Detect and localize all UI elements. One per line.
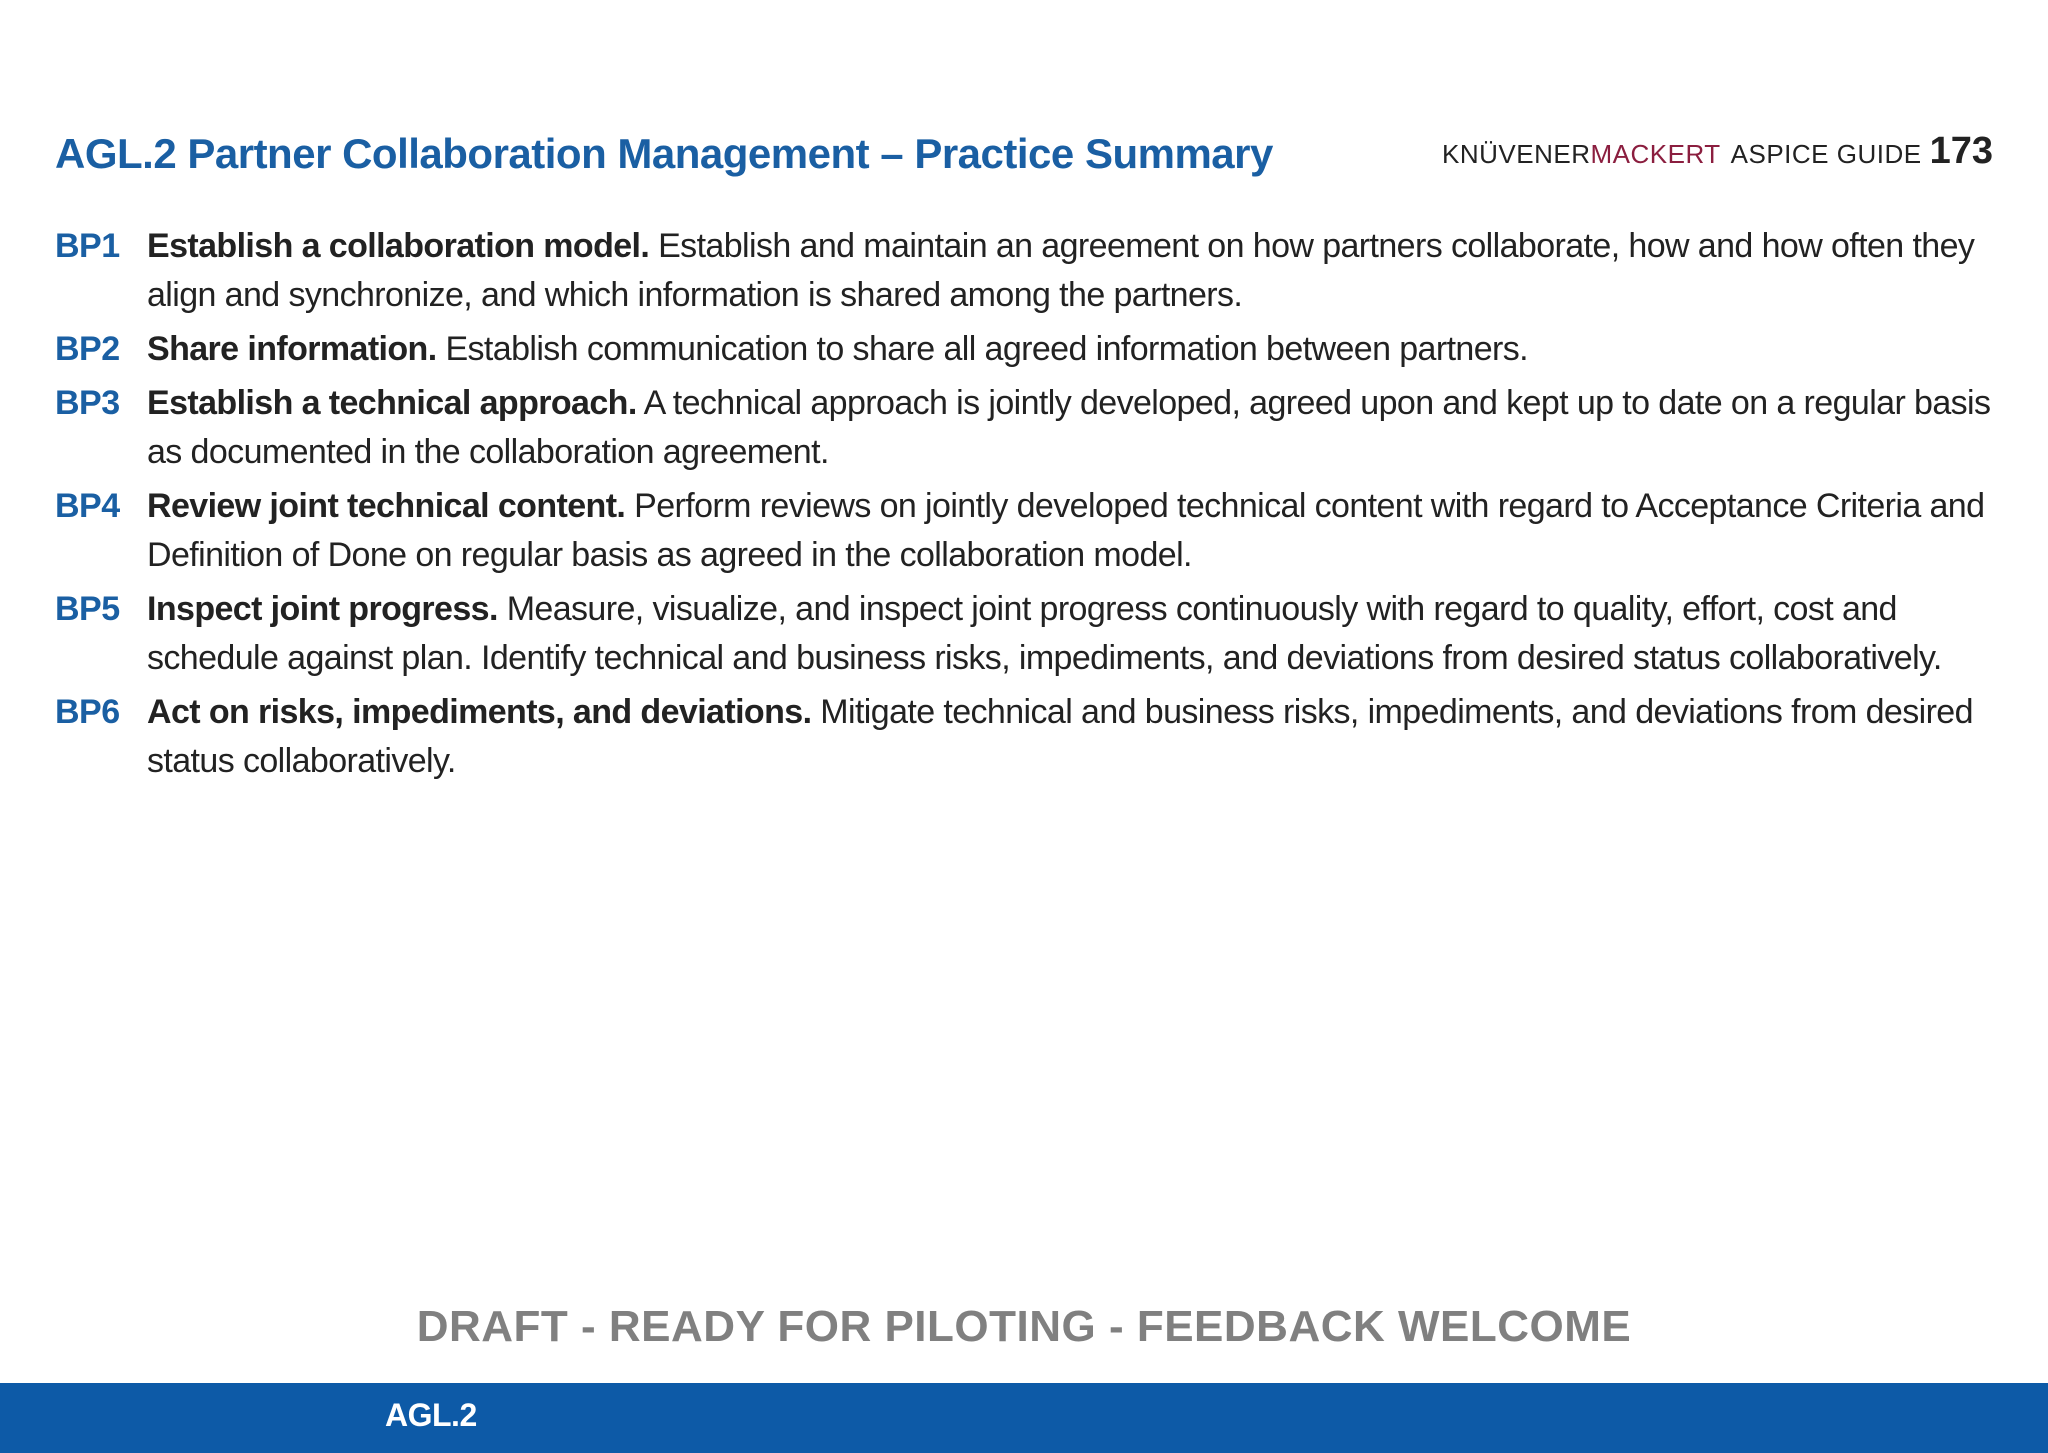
practice-title: Review joint technical content. — [147, 487, 626, 525]
practice-title: Establish a collaboration model. — [147, 227, 650, 265]
practice-item — [55, 325, 2000, 374]
practice-title: Act on risks, impediments, and deviations. — [147, 693, 812, 731]
practice-text: Establish communication to share all agreed information between partners. — [445, 330, 1529, 368]
practice-list — [55, 222, 2000, 791]
practice-description — [147, 379, 2000, 477]
practice-title: Share information. — [147, 330, 437, 368]
practice-text: A technical approach is jointly developed, agreed upon and kept up to date on a regular basis as documented in the collaboration agreement. — [147, 384, 1991, 471]
practice-item — [55, 585, 2000, 683]
practice-text: Mitigate technical and business risks, impediments, and deviations from desired status collaboratively. — [147, 693, 1973, 780]
practice-description — [147, 325, 2000, 374]
practice-item — [55, 482, 2000, 580]
practice-id: BP1 — [55, 227, 120, 265]
practice-item — [55, 379, 2000, 477]
practice-id: BP6 — [55, 693, 120, 731]
practice-id: BP3 — [55, 384, 120, 422]
practice-description — [147, 585, 2000, 683]
practice-id: BP5 — [55, 590, 120, 628]
practice-item — [55, 688, 2000, 786]
brand-knuevener: KNÜVENER — [1442, 139, 1591, 169]
draft-banner: DRAFT - READY FOR PILOTING - FEEDBACK WELCOME — [416, 1302, 1632, 1351]
practice-title: Inspect joint progress. — [147, 590, 498, 628]
practice-text: Measure, visualize, and inspect joint progress continuously with regard to quality, effort, cost and schedule against plan. Identify technical and business risks, impediments, and deviations from desired status collaboratively. — [147, 590, 1942, 677]
page-number: 173 — [1929, 130, 1993, 172]
practice-id: BP4 — [55, 487, 120, 525]
practice-description — [147, 688, 2000, 786]
practice-title: Establish a technical approach. — [147, 384, 637, 422]
footer-bar — [0, 1383, 2048, 1453]
practice-description — [147, 222, 2000, 320]
practice-description — [147, 482, 2000, 580]
practice-text: Establish and maintain an agreement on how partners collaborate, how and how often they align and synchronize, and which information is shared among the partners. — [147, 227, 1975, 314]
footer-label: AGL.2 — [385, 1397, 477, 1433]
practice-item — [55, 222, 2000, 320]
page-title: AGL.2 Partner Collaboration Management – Practice Summary — [55, 130, 1273, 177]
brand-guide: ASPICE GUIDE — [1730, 139, 1922, 169]
practice-id: BP2 — [55, 330, 120, 368]
brand-header — [1442, 130, 1993, 173]
practice-text: Perform reviews on jointly developed technical content with regard to Acceptance Criteria and Definition of Done on regular basis as agreed in the collaboration model. — [147, 487, 1985, 574]
brand-mackert: MACKERT — [1590, 139, 1721, 169]
